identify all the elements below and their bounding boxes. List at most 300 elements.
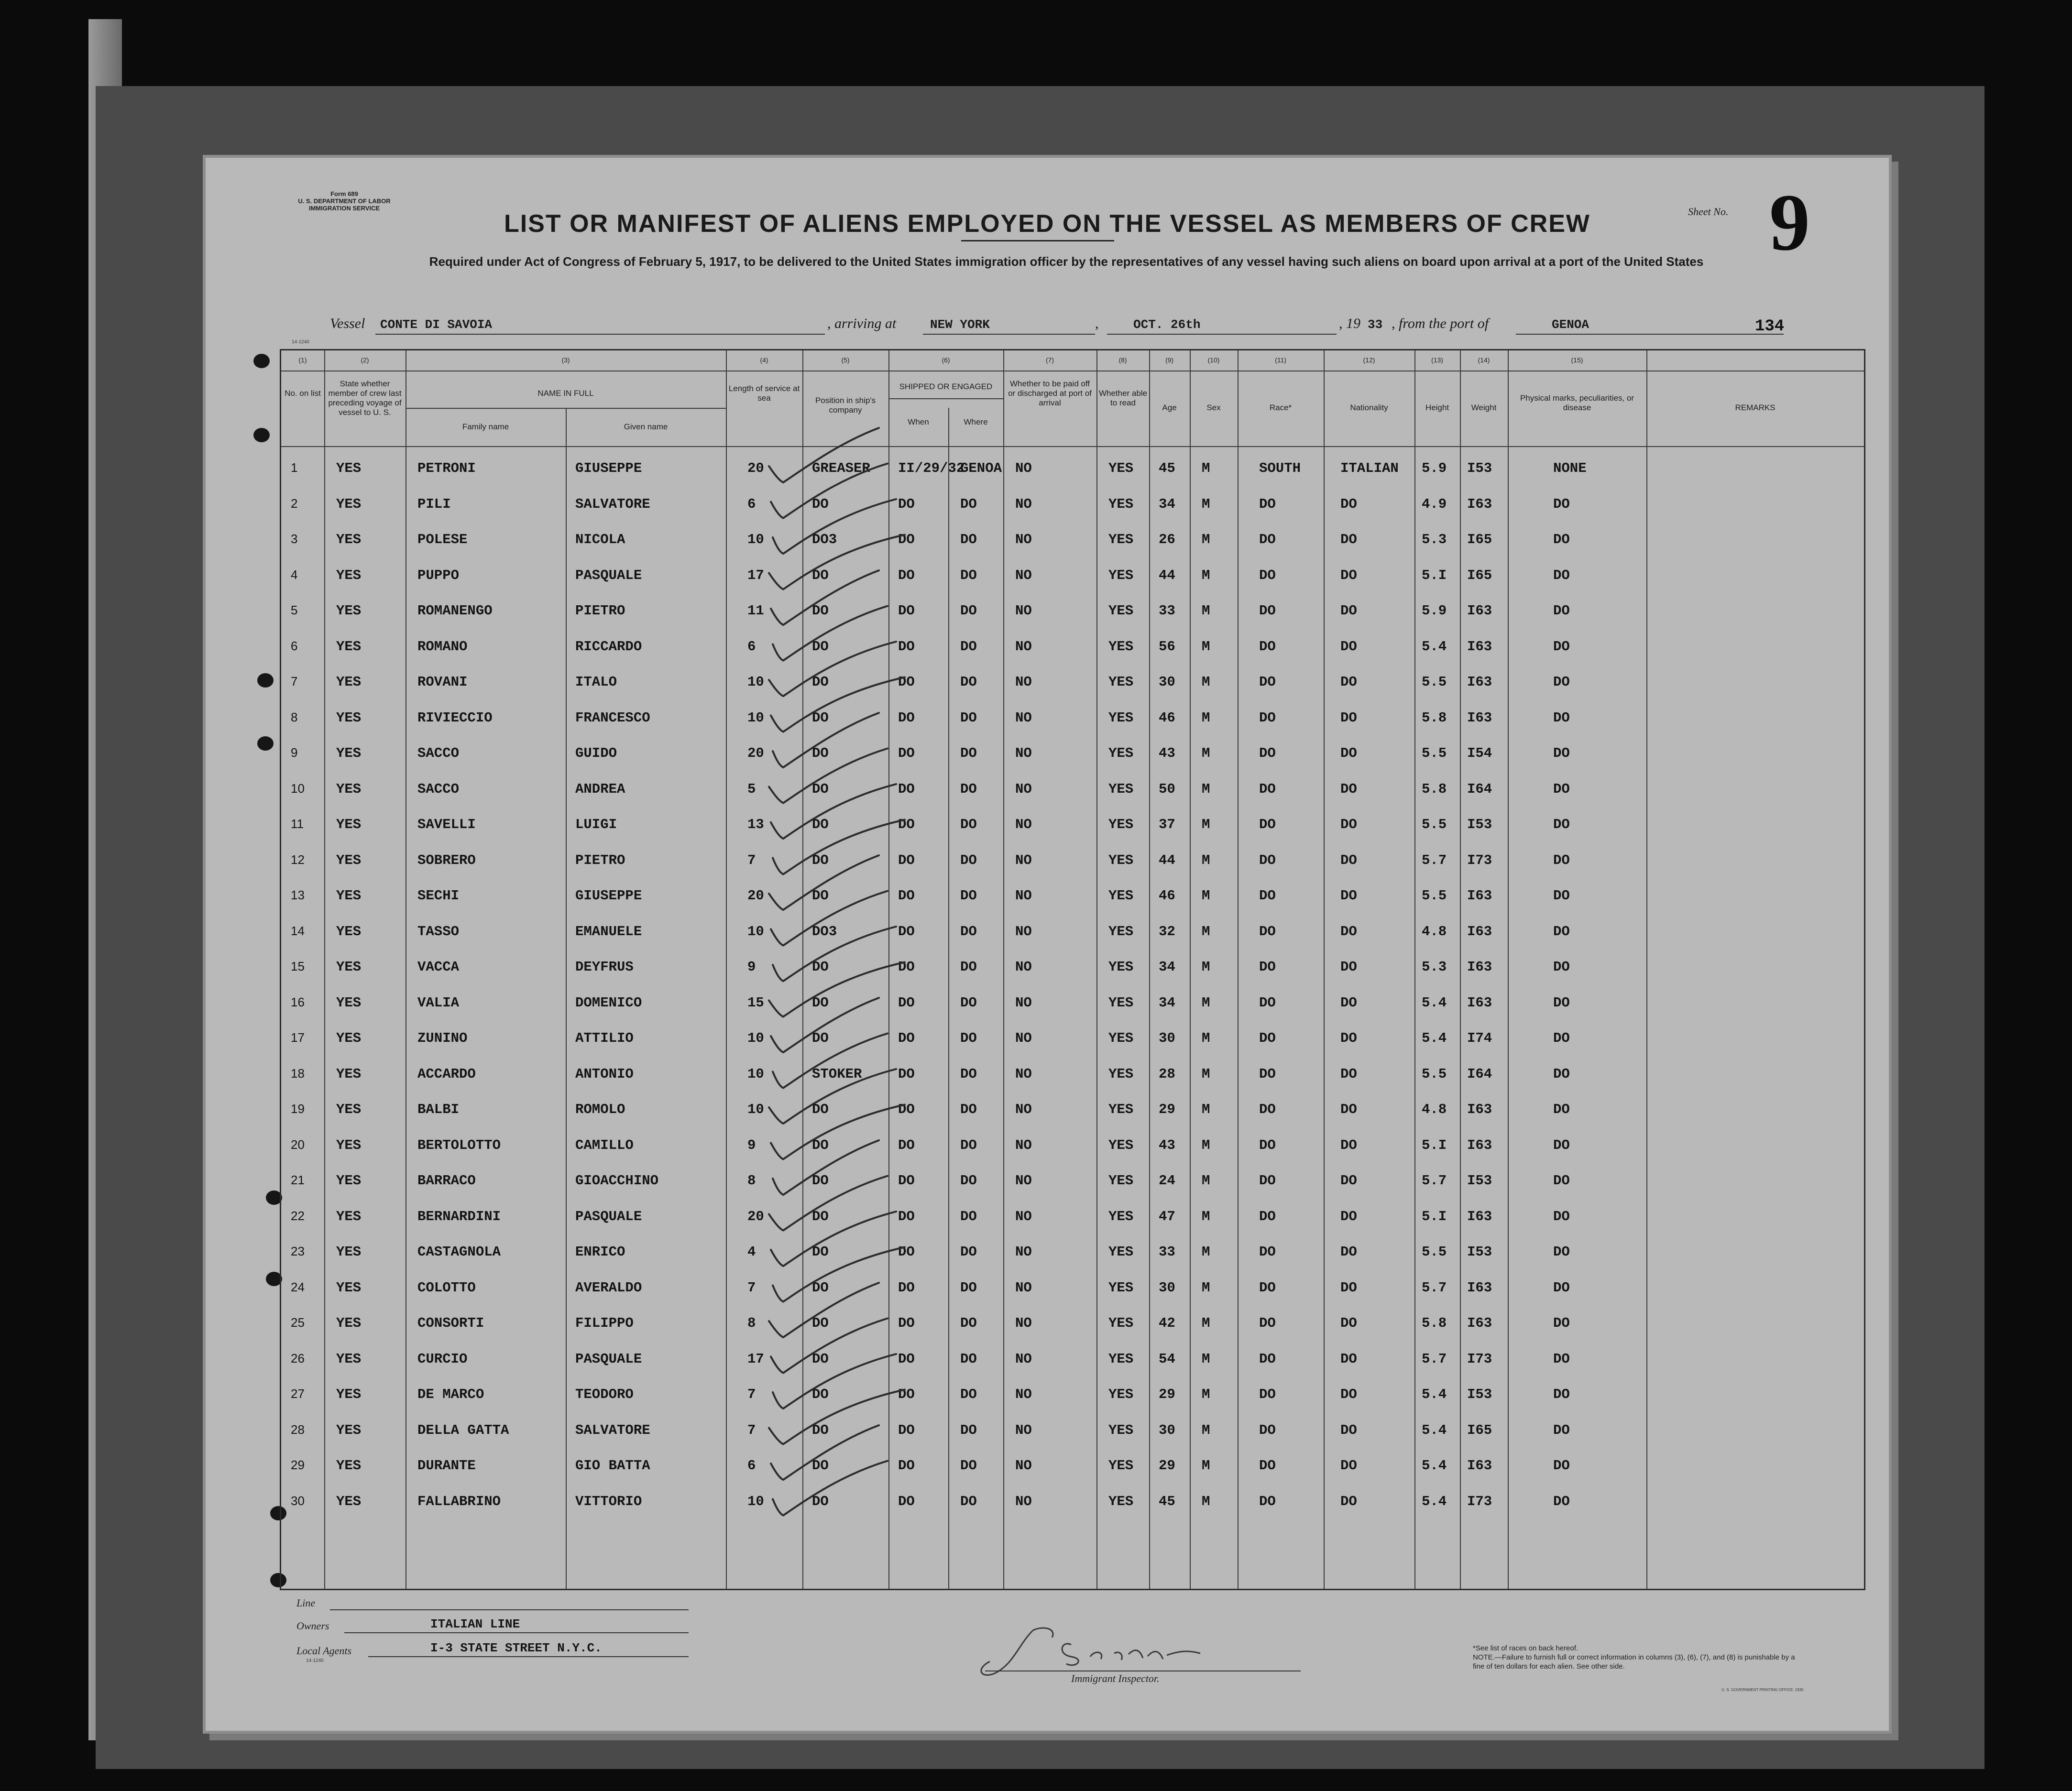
cell-paid-off: NO <box>1015 1102 1032 1117</box>
cell-height: 5.4 <box>1422 1030 1447 1046</box>
footnotes <box>1473 1644 1808 1671</box>
cell-given-name: PASQUALE <box>575 567 642 583</box>
cell-shipped-when: DO <box>898 1493 915 1509</box>
cell-race: DO <box>1259 994 1276 1011</box>
cell-position: DO <box>812 1351 829 1367</box>
cell-crew-member: YES <box>336 710 362 726</box>
cell-physical-marks: DO <box>1553 923 1570 939</box>
col-num: (7) <box>1045 356 1054 364</box>
cell-race: DO <box>1259 781 1276 797</box>
cell-position: DO <box>812 781 829 797</box>
cell-able-to-read: YES <box>1108 1387 1134 1402</box>
cell-length-of-service: 20 <box>747 460 764 476</box>
cell-weight: I53 <box>1467 1173 1492 1189</box>
cell-weight: I65 <box>1467 567 1492 583</box>
cell-paid-off: NO <box>1015 745 1032 761</box>
cell-able-to-read: YES <box>1108 674 1134 690</box>
cell-position: DO <box>812 1173 829 1189</box>
cell-position: DO <box>812 1315 829 1331</box>
cell-row-number: 30 <box>291 1493 305 1508</box>
cell-crew-member: YES <box>336 1066 362 1082</box>
table-row <box>281 1093 1864 1128</box>
cell-row-number: 7 <box>291 674 298 688</box>
cell-age: 30 <box>1159 1030 1175 1046</box>
cell-shipped-when: DO <box>898 817 915 832</box>
cell-race: DO <box>1259 1137 1276 1153</box>
cell-weight: I63 <box>1467 1458 1492 1474</box>
table-row <box>281 1235 1864 1271</box>
cell-row-number: 6 <box>291 638 298 653</box>
cell-shipped-where: DO <box>960 888 977 904</box>
cell-given-name: SALVATORE <box>575 496 650 512</box>
header-given-name: Given name <box>624 422 668 431</box>
cell-nationality: DO <box>1340 1315 1357 1331</box>
cell-length-of-service: 15 <box>747 994 764 1011</box>
cell-able-to-read: YES <box>1108 603 1134 619</box>
cell-position: DO <box>812 1102 829 1117</box>
cell-sex: M <box>1202 1279 1210 1296</box>
cell-paid-off: NO <box>1015 1244 1032 1260</box>
cell-given-name: RICCARDO <box>575 638 642 655</box>
cell-given-name: NICOLA <box>575 532 625 547</box>
cell-given-name: GIUSEPPE <box>575 460 642 476</box>
cell-race: DO <box>1259 1030 1276 1046</box>
agents-value: I-3 STATE STREET N.Y.C. <box>430 1641 602 1655</box>
col-num: (3) <box>561 356 570 364</box>
cell-sex: M <box>1202 781 1210 797</box>
cell-race: DO <box>1259 1493 1276 1509</box>
cell-crew-member: YES <box>336 1458 362 1474</box>
cell-paid-off: NO <box>1015 781 1032 797</box>
cell-row-number: 1 <box>291 460 298 475</box>
cell-position: DO <box>812 1137 829 1153</box>
cell-sex: M <box>1202 710 1210 726</box>
cell-able-to-read: YES <box>1108 1422 1134 1438</box>
cell-crew-member: YES <box>336 603 362 619</box>
cell-shipped-when: DO <box>898 532 915 547</box>
cell-family-name: ROVANI <box>417 674 468 690</box>
cell-shipped-when: DO <box>898 1066 915 1082</box>
binder-hole <box>253 354 270 368</box>
cell-paid-off: NO <box>1015 817 1032 832</box>
cell-weight: I63 <box>1467 923 1492 939</box>
agents-label: Local Agents <box>296 1645 352 1657</box>
cell-race: DO <box>1259 496 1276 512</box>
cell-nationality: DO <box>1340 1351 1357 1367</box>
cell-physical-marks: DO <box>1553 1351 1570 1367</box>
cell-crew-member: YES <box>336 994 362 1011</box>
cell-shipped-when: DO <box>898 1030 915 1046</box>
cell-shipped-when: DO <box>898 1387 915 1402</box>
table-row <box>281 488 1864 523</box>
cell-row-number: 9 <box>291 745 298 760</box>
header-no-on-list: No. on list <box>285 389 321 398</box>
cell-shipped-when: DO <box>898 1102 915 1117</box>
cell-given-name: DEYFRUS <box>575 959 634 975</box>
cell-row-number: 13 <box>291 888 305 902</box>
cell-weight: I53 <box>1467 817 1492 832</box>
cell-able-to-read: YES <box>1108 745 1134 761</box>
cell-age: 46 <box>1159 710 1175 726</box>
subtitle: Required under Act of Congress of February 5, 1917, to be delivered to the United States immigration officer by the representatives of any vessel having such aliens on board upon arrival at a port of the United States <box>429 254 1704 269</box>
cell-position: DO <box>812 852 829 868</box>
cell-sex: M <box>1202 1173 1210 1189</box>
cell-shipped-where: DO <box>960 1351 977 1367</box>
cell-age: 43 <box>1159 745 1175 761</box>
cell-physical-marks: DO <box>1553 994 1570 1011</box>
header-nationality: Nationality <box>1350 403 1388 412</box>
cell-height: 5.5 <box>1422 817 1447 832</box>
cell-shipped-when: DO <box>898 1458 915 1474</box>
cell-crew-member: YES <box>336 1137 362 1153</box>
cell-height: 5.9 <box>1422 460 1447 476</box>
cell-race: DO <box>1259 1315 1276 1331</box>
cell-physical-marks: DO <box>1553 852 1570 868</box>
cell-height: 5.9 <box>1422 603 1447 619</box>
sheet-label: Sheet No. <box>1688 206 1729 218</box>
table-row <box>281 666 1864 701</box>
cell-family-name: ZUNINO <box>417 1030 468 1046</box>
printer-imprint: U. S. GOVERNMENT PRINTING OFFICE: 1930 <box>1721 1688 1804 1692</box>
cell-position: DO <box>812 1030 829 1046</box>
cell-row-number: 16 <box>291 994 305 1009</box>
cell-race: DO <box>1259 852 1276 868</box>
cell-given-name: FILIPPO <box>575 1315 634 1331</box>
cell-sex: M <box>1202 1030 1210 1046</box>
cell-family-name: PETRONI <box>417 460 476 476</box>
cell-age: 29 <box>1159 1102 1175 1117</box>
cell-row-number: 26 <box>291 1351 305 1365</box>
cell-length-of-service: 6 <box>747 1458 756 1474</box>
cell-physical-marks: DO <box>1553 745 1570 761</box>
cell-able-to-read: YES <box>1108 888 1134 904</box>
cell-age: 26 <box>1159 532 1175 547</box>
cell-weight: I73 <box>1467 1351 1492 1367</box>
footer <box>296 1597 1875 1716</box>
cell-age: 33 <box>1159 1244 1175 1260</box>
header-crew-member: State whether member of crew last preceding voyage of vessel to U. S. <box>328 379 402 417</box>
inspector-label: Immigrant Inspector. <box>1071 1672 1160 1684</box>
cell-age: 56 <box>1159 638 1175 655</box>
cell-given-name: EMANUELE <box>575 923 642 939</box>
header-remarks: REMARKS <box>1735 403 1776 412</box>
cell-age: 43 <box>1159 1137 1175 1153</box>
cell-able-to-read: YES <box>1108 1315 1134 1331</box>
cell-nationality: DO <box>1340 1030 1357 1046</box>
cell-race: DO <box>1259 567 1276 583</box>
cell-paid-off: NO <box>1015 1315 1032 1331</box>
col-num: (12) <box>1363 356 1375 364</box>
table-row <box>281 737 1864 772</box>
cell-paid-off: NO <box>1015 1030 1032 1046</box>
cell-given-name: PIETRO <box>575 603 625 619</box>
cell-given-name: GIOACCHINO <box>575 1173 659 1189</box>
cell-shipped-where: DO <box>960 1137 977 1153</box>
cell-shipped-when: DO <box>898 710 915 726</box>
cell-family-name: BERNARDINI <box>417 1208 501 1224</box>
table-row <box>281 1414 1864 1449</box>
cell-able-to-read: YES <box>1108 1102 1134 1117</box>
cell-able-to-read: YES <box>1108 1351 1134 1367</box>
cell-length-of-service: 20 <box>747 1208 764 1224</box>
arrival-date: OCT. 26th <box>1133 317 1201 332</box>
cell-sex: M <box>1202 496 1210 512</box>
cell-shipped-when: DO <box>898 496 915 512</box>
cell-length-of-service: 7 <box>747 1422 756 1438</box>
underline <box>375 334 825 335</box>
table-row <box>281 1307 1864 1342</box>
cell-paid-off: NO <box>1015 1387 1032 1402</box>
cell-length-of-service: 11 <box>747 603 764 619</box>
cell-family-name: FALLABRINO <box>417 1493 501 1509</box>
cell-shipped-where: DO <box>960 817 977 832</box>
cell-paid-off: NO <box>1015 1351 1032 1367</box>
cell-age: 54 <box>1159 1351 1175 1367</box>
cell-sex: M <box>1202 1137 1210 1153</box>
cell-given-name: PASQUALE <box>575 1351 642 1367</box>
cell-shipped-where: DO <box>960 710 977 726</box>
cell-height: 5.4 <box>1422 1458 1447 1474</box>
cell-able-to-read: YES <box>1108 1208 1134 1224</box>
cell-weight: I65 <box>1467 1422 1492 1438</box>
cell-shipped-when: DO <box>898 923 915 939</box>
cell-nationality: DO <box>1340 496 1357 512</box>
cell-position: GREASER <box>812 460 870 476</box>
col-num: (5) <box>841 356 850 364</box>
cell-family-name: CASTAGNOLA <box>417 1244 501 1260</box>
cell-able-to-read: YES <box>1108 1137 1134 1153</box>
cell-paid-off: NO <box>1015 1458 1032 1474</box>
cell-family-name: CURCIO <box>417 1351 468 1367</box>
cell-age: 42 <box>1159 1315 1175 1331</box>
cell-shipped-where: DO <box>960 923 977 939</box>
cell-shipped-where: DO <box>960 994 977 1011</box>
cell-height: 5.7 <box>1422 1173 1447 1189</box>
col-num: (1) <box>298 356 307 364</box>
cell-shipped-where: DO <box>960 1279 977 1296</box>
cell-physical-marks: DO <box>1553 1066 1570 1082</box>
cell-row-number: 2 <box>291 496 298 511</box>
cell-row-number: 23 <box>291 1244 305 1258</box>
cell-race: DO <box>1259 1244 1276 1260</box>
cell-age: 29 <box>1159 1387 1175 1402</box>
cell-given-name: ANDREA <box>575 781 625 797</box>
cell-able-to-read: YES <box>1108 1493 1134 1509</box>
cell-sex: M <box>1202 1315 1210 1331</box>
cell-nationality: DO <box>1340 888 1357 904</box>
cell-age: 44 <box>1159 567 1175 583</box>
cell-family-name: DELLA GATTA <box>417 1422 509 1438</box>
cell-height: 5.7 <box>1422 1279 1447 1296</box>
cell-crew-member: YES <box>336 852 362 868</box>
table-row <box>281 986 1864 1022</box>
cell-sex: M <box>1202 1066 1210 1082</box>
cell-physical-marks: DO <box>1553 1137 1570 1153</box>
cell-race: DO <box>1259 1173 1276 1189</box>
cell-race: DO <box>1259 1102 1276 1117</box>
cell-length-of-service: 20 <box>747 745 764 761</box>
cell-nationality: DO <box>1340 994 1357 1011</box>
cell-position: DO <box>812 994 829 1011</box>
cell-height: 5.5 <box>1422 745 1447 761</box>
cell-position: DO <box>812 638 829 655</box>
cell-length-of-service: 6 <box>747 638 756 655</box>
cell-shipped-when: DO <box>898 1422 915 1438</box>
cell-shipped-where: DO <box>960 781 977 797</box>
cell-given-name: PIETRO <box>575 852 625 868</box>
cell-height: 5.5 <box>1422 674 1447 690</box>
cell-crew-member: YES <box>336 1422 362 1438</box>
cell-position: DO <box>812 888 829 904</box>
cell-family-name: PILI <box>417 496 451 512</box>
cell-paid-off: NO <box>1015 1066 1032 1082</box>
header-length-of-service: Length of service at sea <box>728 384 800 403</box>
table-row <box>281 1164 1864 1200</box>
header-family-name: Family name <box>462 422 509 431</box>
cell-family-name: SACCO <box>417 781 460 797</box>
cell-family-name: TASSO <box>417 923 460 939</box>
cell-physical-marks: DO <box>1553 710 1570 726</box>
cell-shipped-where: DO <box>960 1422 977 1438</box>
underline <box>1516 334 1784 335</box>
cell-age: 33 <box>1159 603 1175 619</box>
form-code: 14-1240 <box>292 339 309 345</box>
cell-sex: M <box>1202 532 1210 547</box>
cell-weight: I64 <box>1467 1066 1492 1082</box>
year-prefix: , 19 <box>1339 316 1360 331</box>
agents-code: 14-1240 <box>306 1658 324 1663</box>
cell-physical-marks: DO <box>1553 817 1570 832</box>
cell-length-of-service: 4 <box>747 1244 756 1260</box>
cell-race: DO <box>1259 710 1276 726</box>
cell-sex: M <box>1202 817 1210 832</box>
cell-family-name: DURANTE <box>417 1458 476 1474</box>
cell-sex: M <box>1202 1422 1210 1438</box>
cell-length-of-service: 9 <box>747 959 756 975</box>
cell-length-of-service: 10 <box>747 532 764 547</box>
cell-sex: M <box>1202 1102 1210 1117</box>
cell-shipped-when: DO <box>898 1208 915 1224</box>
header-name-in-full: NAME IN FULL <box>537 389 594 398</box>
cell-shipped-where: DO <box>960 1066 977 1082</box>
cell-nationality: DO <box>1340 1458 1357 1474</box>
cell-length-of-service: 10 <box>747 923 764 939</box>
cell-race: DO <box>1259 745 1276 761</box>
cell-shipped-when: DO <box>898 1173 915 1189</box>
table-row <box>281 452 1864 487</box>
table-row <box>281 559 1864 594</box>
cell-age: 45 <box>1159 460 1175 476</box>
binder-hole <box>257 673 274 688</box>
cell-physical-marks: DO <box>1553 1279 1570 1296</box>
cell-height: 5.8 <box>1422 781 1447 797</box>
cell-row-number: 11 <box>291 817 304 831</box>
cell-sex: M <box>1202 1458 1210 1474</box>
cell-able-to-read: YES <box>1108 710 1134 726</box>
cell-position: DO <box>812 567 829 583</box>
cell-nationality: DO <box>1340 603 1357 619</box>
cell-paid-off: NO <box>1015 994 1032 1011</box>
col-num: (13) <box>1431 356 1443 364</box>
cell-crew-member: YES <box>336 781 362 797</box>
cell-row-number: 29 <box>291 1458 305 1472</box>
header-position: Position in ship's company <box>815 396 876 415</box>
cell-physical-marks: DO <box>1553 1030 1570 1046</box>
cell-length-of-service: 10 <box>747 1493 764 1509</box>
underline <box>923 334 1095 335</box>
cell-physical-marks: DO <box>1553 1387 1570 1402</box>
cell-length-of-service: 6 <box>747 496 756 512</box>
col-num: (11) <box>1275 356 1286 364</box>
cell-sex: M <box>1202 888 1210 904</box>
cell-nationality: DO <box>1340 1102 1357 1117</box>
cell-length-of-service: 9 <box>747 1137 756 1153</box>
cell-weight: I73 <box>1467 1493 1492 1509</box>
cell-paid-off: NO <box>1015 460 1032 476</box>
cell-length-of-service: 10 <box>747 1102 764 1117</box>
cell-weight: I53 <box>1467 1387 1492 1402</box>
cell-paid-off: NO <box>1015 567 1032 583</box>
cell-row-number: 22 <box>291 1208 305 1223</box>
sheet-number: 9 <box>1769 177 1810 267</box>
table-row <box>281 701 1864 737</box>
cell-given-name: PASQUALE <box>575 1208 642 1224</box>
cell-paid-off: NO <box>1015 1137 1032 1153</box>
cell-family-name: SECHI <box>417 888 460 904</box>
cell-length-of-service: 13 <box>747 817 764 832</box>
cell-shipped-where: DO <box>960 567 977 583</box>
header-shipped: SHIPPED OR ENGAGED <box>899 382 993 391</box>
cell-physical-marks: DO <box>1553 959 1570 975</box>
comma: , <box>1095 316 1099 331</box>
cell-position: DO <box>812 1493 829 1509</box>
cell-age: 24 <box>1159 1173 1175 1189</box>
cell-physical-marks: DO <box>1553 1422 1570 1438</box>
department: U. S. DEPARTMENT OF LABOR <box>298 197 391 205</box>
cell-length-of-service: 5 <box>747 781 756 797</box>
cell-physical-marks: DO <box>1553 1458 1570 1474</box>
cell-able-to-read: YES <box>1108 852 1134 868</box>
cell-given-name: DOMENICO <box>575 994 642 1011</box>
cell-paid-off: NO <box>1015 959 1032 975</box>
cell-row-number: 14 <box>291 923 305 938</box>
cell-nationality: DO <box>1340 852 1357 868</box>
cell-race: DO <box>1259 1458 1276 1474</box>
cell-family-name: VACCA <box>417 959 460 975</box>
table-row <box>281 950 1864 986</box>
cell-age: 30 <box>1159 674 1175 690</box>
col-num: (4) <box>760 356 768 364</box>
cell-shipped-when: DO <box>898 603 915 619</box>
cell-sex: M <box>1202 1387 1210 1402</box>
cell-height: 5.5 <box>1422 888 1447 904</box>
table-row <box>281 1449 1864 1485</box>
header-where: Where <box>964 417 988 426</box>
cell-family-name: PUPPO <box>417 567 460 583</box>
cell-age: 30 <box>1159 1422 1175 1438</box>
cell-age: 30 <box>1159 1279 1175 1296</box>
cell-paid-off: NO <box>1015 1173 1032 1189</box>
cell-shipped-when: DO <box>898 1279 915 1296</box>
cell-sex: M <box>1202 638 1210 655</box>
cell-paid-off: NO <box>1015 1422 1032 1438</box>
cell-able-to-read: YES <box>1108 460 1134 476</box>
cell-able-to-read: YES <box>1108 1173 1134 1189</box>
cell-family-name: SACCO <box>417 745 460 761</box>
header-weight: Weight <box>1471 403 1497 412</box>
cell-age: 47 <box>1159 1208 1175 1224</box>
cell-position: DO <box>812 1458 829 1474</box>
